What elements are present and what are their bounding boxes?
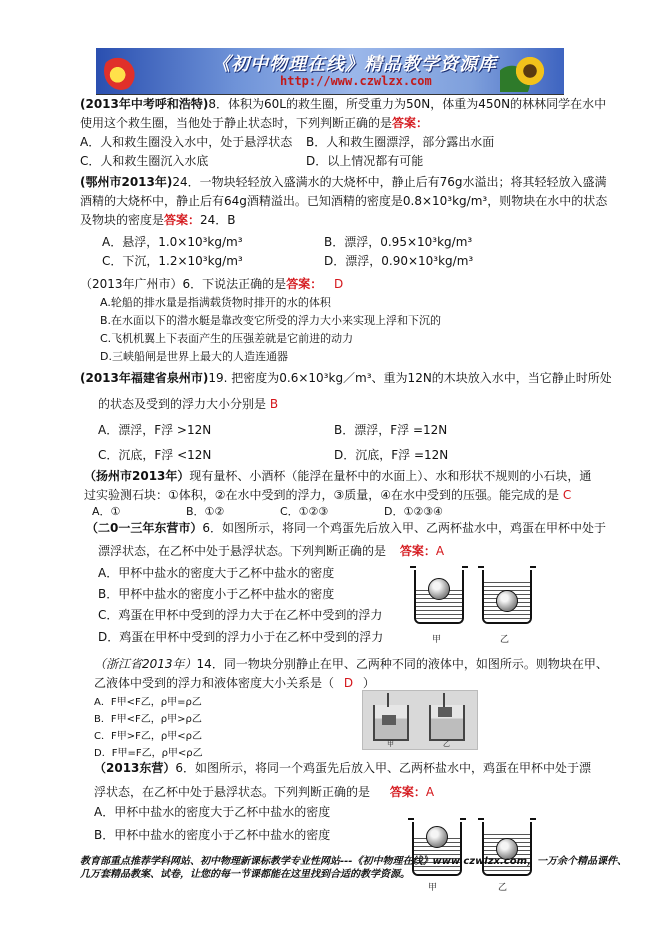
q1-option-d: D．以上情况都有可能	[306, 154, 424, 168]
q7-line1	[94, 658, 608, 672]
q4-answer: B	[269, 397, 279, 411]
q5-option-a: A．①	[92, 505, 121, 518]
q6-stem2: 漂浮状态，在乙杯中处于悬浮状态。下列判断正确的是	[98, 544, 387, 558]
q1-stem2: 使用这个救生圈，当他处于静止状态时，下列判断正确的是	[80, 116, 393, 130]
q1-option-b: B．人和救生圈漂浮，部分露出水面	[306, 135, 495, 149]
q3-option-c: C.飞机机翼上下表面产生的压强差就是它前进的动力	[100, 332, 354, 345]
q5-option-c: C．①②③	[280, 505, 329, 518]
sunflower-icon	[500, 50, 560, 92]
q3-answer-label: 答案：	[286, 277, 323, 291]
q5-line2	[84, 489, 571, 503]
q5-answer: C	[562, 488, 572, 502]
q8-source: （2013东营）	[94, 761, 176, 775]
q6-line2	[98, 545, 444, 559]
q2-line1	[80, 176, 607, 190]
q7-option-d: D．F甲=F乙，ρ甲<ρ乙	[94, 748, 203, 759]
q2-stem1: 24．一物块轻轻放入盛满水的大烧杯中，静止后有76g水溢出；将其轻轻放入盛满	[172, 175, 607, 189]
q3-line1	[80, 278, 343, 292]
q7-block-yi-icon	[438, 707, 452, 717]
q7-fig-label-jia: 甲	[387, 740, 394, 748]
q6-stem1: 6．如图所示，将同一个鸡蛋先后放入甲、乙两杯盐水中，鸡蛋在甲杯中处于	[202, 521, 606, 535]
q2-stem3: 及物块的密度是	[80, 213, 165, 227]
q4-source: (2013年福建省泉州市)	[80, 371, 209, 385]
q5-option-b: B．①②	[186, 505, 225, 518]
q3-option-d: D.三峡船闸是世界上最大的人造连通器	[100, 350, 288, 363]
q2-option-c: C．下沉，1.2×10³kg/m³	[102, 254, 243, 268]
q1-source: (2013年中考呼和浩特)	[80, 97, 209, 111]
q4-option-a: A．漂浮，F浮 >12N	[98, 423, 212, 437]
q4-stem2: 的状态及受到的浮力大小分别是	[98, 397, 267, 411]
q6-option-d: D．鸡蛋在甲杯中受到的浮力小于在乙杯中受到的浮力	[98, 630, 384, 644]
q3-stem: 6．下说法正确的是	[182, 277, 287, 291]
q7-option-b: B．F甲<F乙，ρ甲>ρ乙	[94, 714, 202, 725]
q2-option-b: B．漂浮，0.95×10³kg/m³	[324, 235, 473, 249]
q7-answer: D	[343, 676, 354, 690]
q1-answer-label: 答案：	[392, 116, 429, 130]
q4-line1	[80, 372, 612, 386]
q6-egg-jia-icon	[428, 578, 450, 600]
q2-stem2: 酒精的大烧杯中，静止后有64g酒精溢出。已知酒精的密度是0.8×10³kg/m³，则物块在水中的状态	[80, 194, 608, 208]
q6-beaker-yi	[482, 570, 532, 624]
footer-line1: 教育部重点推荐学科网站、初中物理新课标教学专业性网站---《初中物理在线》www.czwlzx.com，一万余个精品课件、	[80, 856, 628, 867]
q8-fig-label-yi: 乙	[498, 883, 508, 893]
q5-line1	[84, 470, 591, 484]
q8-answer: A	[425, 785, 435, 799]
q8-line1	[94, 762, 591, 776]
q8-line2	[94, 786, 434, 800]
q3-source: （2013年广州市）	[80, 277, 183, 291]
q1-stem1: 8．体积为60L的救生圈，所受重力为50N，体重为450N的林林同学在水中	[208, 97, 607, 111]
q6-beaker-jia	[414, 570, 464, 624]
q6-fig-label-jia: 甲	[432, 635, 442, 645]
q8-beaker-yi	[482, 822, 532, 876]
q7-stem1: 14．同一物块分别静止在甲、乙两种不同的液体中，如图所示。则物块在甲、	[196, 657, 608, 671]
q6-egg-yi-icon	[496, 590, 518, 612]
q2-answer-label: 答案：	[164, 213, 201, 227]
q4-stem1: 19. 把密度为0.6×10³kg／m³、重为12N的木块放入水中，当它静止时所处	[208, 371, 612, 385]
q3-option-b: B.在水面以下的潜水艇是靠改变它所受的浮力大小来实现上浮和下沉的	[100, 314, 442, 327]
q1-line1	[80, 98, 606, 112]
q1-line2	[80, 117, 428, 131]
q7-line2	[94, 677, 375, 691]
q6-source: （二0一三年东营市）	[86, 521, 203, 535]
q2-option-a: A．悬浮，1.0×10³kg/m³	[102, 235, 243, 249]
q5-source: （扬州市2013年）	[84, 469, 190, 483]
q5-option-d: D．①②③④	[384, 505, 443, 518]
q6-line1	[86, 522, 606, 536]
q6-answer: A	[435, 544, 445, 558]
q1-option-c: C．人和救生圈沉入水底	[80, 154, 209, 168]
q8-egg-jia-icon	[426, 826, 448, 848]
q4-line2	[98, 398, 278, 412]
q7-fig-label-yi: 乙	[443, 740, 450, 748]
q2-source: (鄂州市2013年)	[80, 175, 173, 189]
q7-stem2: 乙液体中受到的浮力和液体密度大小关系是（	[94, 676, 335, 690]
banner-url: http://www.czwlzx.com	[280, 74, 432, 88]
q6-answer-label: 答案：	[399, 544, 436, 558]
q4-option-c: C．沉底，F浮 <12N	[98, 448, 212, 462]
site-logo-icon	[104, 52, 138, 90]
q5-stem2: 过实验测石块：①体积，②在水中受到的浮力，③质量，④在水中受到的压强。能完成的是	[84, 488, 560, 502]
q7-block-jia-icon	[382, 715, 396, 725]
footer-line2: 几万套精品教案、试卷，让您的每一节课都能在这里找到合适的教学资源。	[80, 869, 410, 880]
q6-fig-label-yi: 乙	[500, 635, 510, 645]
q8-stem1: 6．如图所示，将同一个鸡蛋先后放入甲、乙两杯盐水中，鸡蛋在甲杯中处于漂	[175, 761, 592, 775]
q6-option-a: A．甲杯中盐水的密度大于乙杯中盐水的密度	[98, 566, 335, 580]
q8-stem2: 浮状态，在乙杯中处于悬浮状态。下列判断正确的是	[94, 785, 371, 799]
q8-beaker-jia	[412, 822, 462, 876]
q8-option-a: A．甲杯中盐水的密度大于乙杯中盐水的密度	[94, 805, 331, 819]
q7-source: （浙江省2013年）	[94, 657, 197, 671]
q8-answer-label: 答案：	[389, 785, 426, 799]
q8-fig-label-jia: 甲	[428, 883, 438, 893]
q7-option-a: A．F甲<F乙，ρ甲=ρ乙	[94, 697, 202, 708]
q7-option-c: C．F甲>F乙，ρ甲<ρ乙	[94, 731, 202, 742]
q3-answer: D	[334, 277, 344, 291]
q7-figure	[362, 690, 478, 750]
q2-answer: 24．B	[200, 213, 236, 227]
q4-option-d: D．沉底，F浮 =12N	[334, 448, 449, 462]
q6-option-b: B．甲杯中盐水的密度小于乙杯中盐水的密度	[98, 587, 335, 601]
q3-option-a: A.轮船的排水量是指满载货物时排开的水的体积	[100, 296, 331, 309]
q6-option-c: C．鸡蛋在甲杯中受到的浮力大于在乙杯中受到的浮力	[98, 608, 383, 622]
q5-stem1: 现有量杯、小酒杯（能浮在量杯中的水面上）、水和形状不规则的小石块，通	[189, 469, 592, 483]
header-rule	[96, 94, 564, 95]
q8-option-b: B．甲杯中盐水的密度小于乙杯中盐水的密度	[94, 828, 331, 842]
q7-stem2-end: ）	[362, 676, 375, 690]
banner-title: 《初中物理在线》精品教学资源库	[212, 54, 497, 75]
q2-option-d: D．漂浮，0.90×10³kg/m³	[324, 254, 474, 268]
q1-option-a: A．人和救生圈没入水中，处于悬浮状态	[80, 135, 293, 149]
site-banner	[96, 48, 564, 94]
q4-option-b: B．漂浮，F浮 =12N	[334, 423, 448, 437]
q2-line3	[80, 214, 236, 228]
